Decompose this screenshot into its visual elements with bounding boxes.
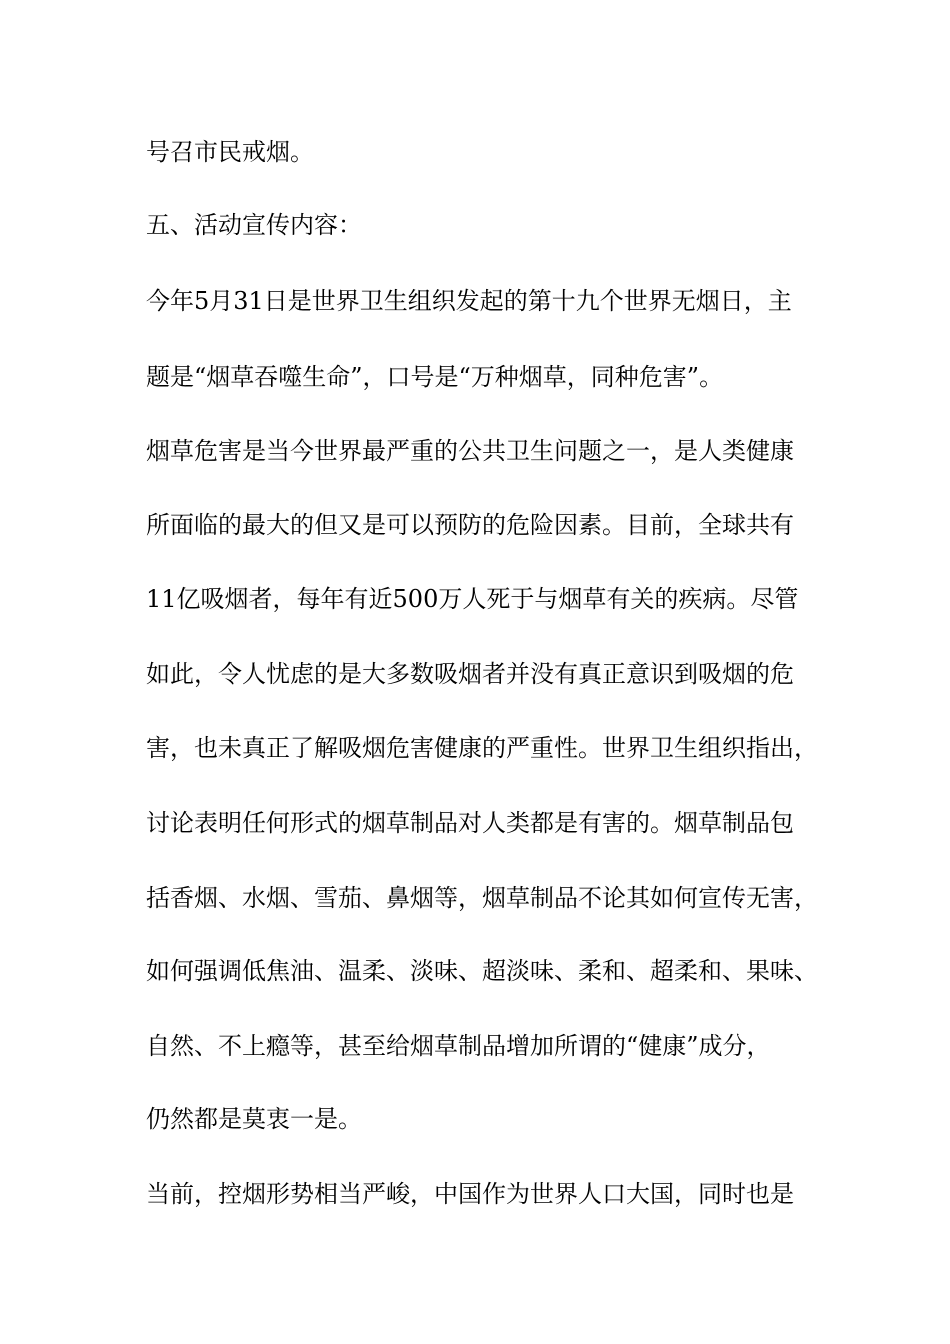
text-line: 仍然都是莫衷一是。 bbox=[146, 1105, 362, 1133]
text-line: 11亿吸烟者，每年有近500万人死于与烟草有关的疾病。尽管 bbox=[146, 585, 799, 613]
text-line: 如何强调低焦油、温柔、淡味、超淡味、柔和、超柔和、果味、 bbox=[146, 957, 818, 985]
text-line: 当前，控烟形势相当严峻，中国作为世界人口大国，同时也是 bbox=[146, 1180, 794, 1208]
text-line: 烟草危害是当今世界最严重的公共卫生问题之一，是人类健康 bbox=[146, 437, 794, 465]
text-line: 括香烟、水烟、雪茄、鼻烟等，烟草制品不论其如何宣传无害， bbox=[146, 884, 818, 912]
text-line: 所面临的最大的但又是可以预防的危险因素。目前，全球共有 bbox=[146, 511, 794, 539]
section-heading: 五、活动宣传内容： bbox=[146, 211, 362, 239]
text-line: 号召市民戒烟。 bbox=[146, 138, 314, 166]
text-line: 讨论表明任何形式的烟草制品对人类都是有害的。烟草制品包 bbox=[146, 809, 794, 837]
text-line: 题是“烟草吞噬生命”，口号是“万种烟草，同种危害”。 bbox=[146, 363, 724, 391]
text-line: 今年5月31日是世界卫生组织发起的第十九个世界无烟日，主 bbox=[146, 287, 792, 315]
text-line: 害，也未真正了解吸烟危害健康的严重性。世界卫生组织指出， bbox=[146, 734, 818, 762]
text-line: 如此，令人忧虑的是大多数吸烟者并没有真正意识到吸烟的危 bbox=[146, 660, 794, 688]
text-line: 自然、不上瘾等，甚至给烟草制品增加所谓的“健康”成分， bbox=[146, 1032, 771, 1060]
